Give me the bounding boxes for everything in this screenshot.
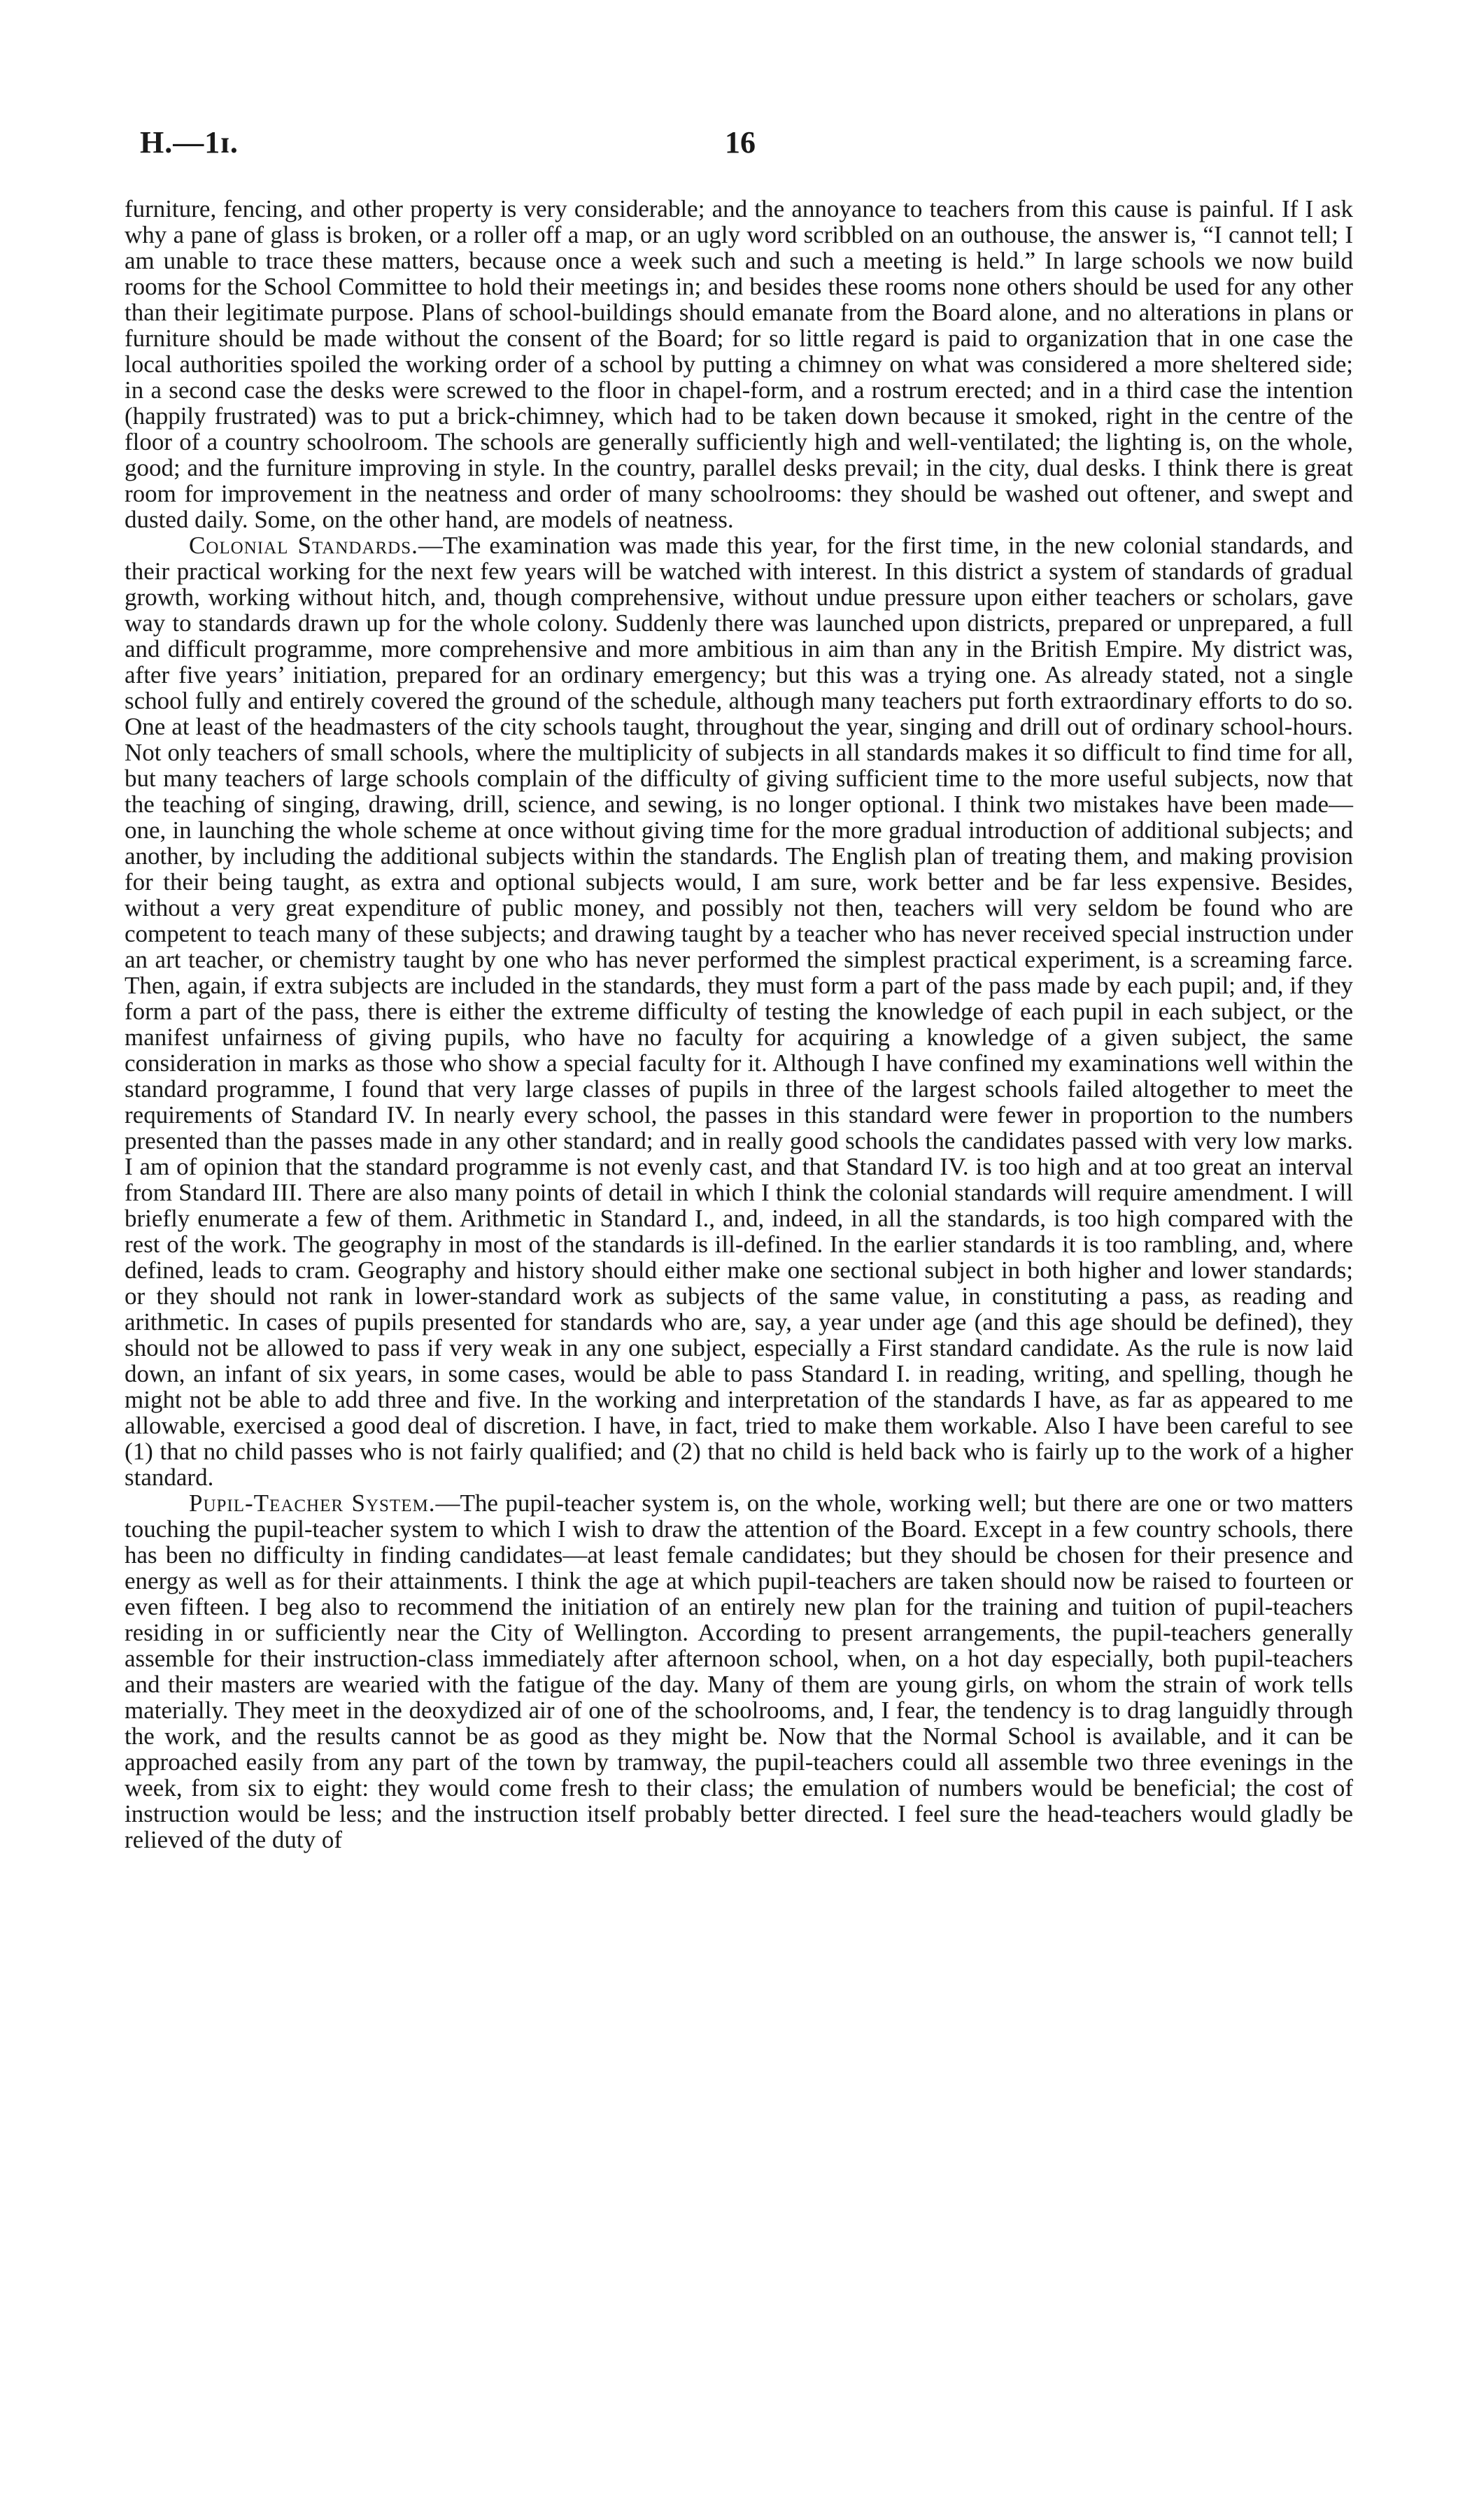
section-heading-pupil-teacher-system: Pupil-Teacher System. (189, 1489, 436, 1517)
paragraph-text: —The examination was made this year, for the first time, in the new colonial standards, and their practical working for the next few years will be watched with interest. In this district a system of standards of gradual growth, working without hitch, and, though comprehensive, without undue pressure upon either teachers or scholars, gave way to standards drawn up for the whole colony. Suddenly there was launched upon districts, prepared or unprepared, a full and difficult programme, more comprehensive and more ambitious in aim than any in the British Empire. My district was, after five years’ initiation, prepared for an ordinary emergency; but this was a trying one. As already stated, not a single school fully and entirely covered the ground of the schedule, although many teachers put forth extraordinary efforts to do so. One at least of the headmasters of the city schools taught, throughout the year, singing and drill out of ordinary school-hours. Not only teachers of small schools, where the multiplicity of subjects in all standards makes it so difficult to find time for all, but many teachers of large schools complain of the difficulty of giving sufficient time to the more useful subjects, now that the teaching of singing, drawing, drill, science, and sewing, is no longer optional. I think two mistakes have been made—one, in launching the whole scheme at once without giving time for the more gradual introduction of additional subjects; and another, by including the additional subjects within the standards. The English plan of treating them, and making provision for their being taught, as extra and optional subjects would, I am sure, work better and be far less expensive. Besides, without a very great expenditure of public money, and possibly not then, teachers will very seldom be found who are competent to teach many of these subjects; and drawing taught by a teacher who has never received special instruction under an art teacher, or chemistry taught by one who has never performed the simplest practical experiment, is a screaming farce. Then, again, if extra subjects are included in the standards, they must form a part of the pass made by each pupil; and, if they form a part of the pass, there is either the extreme difficulty of testing the knowledge of each pupil in each subject, or the manifest unfairness of giving pupils, who have no faculty for acquiring a knowledge of a given subject, the same consideration in marks as those who show a special faculty for it. Although I have confined my examinations well within the standard programme, I found that very large classes of pupils in three of the largest schools failed altogether to meet the requirements of Standard IV. In nearly every school, the passes in this standard were fewer in proportion to the numbers presented than the passes made in any other standard; and in really good schools the candidates passed with very low marks. I am of opinion that the standard programme is not evenly cast, and that Standard IV. is too high and at too great an interval from Standard III. There are also many points of detail in which I think the colonial standards will require amendment. I will briefly enumerate a few of them. Arithmetic in Standard I., and, indeed, in all the standards, is too high compared with the rest of the work. The geography in most of the standards is ill-defined. In the earlier standards it is too rambling, and, where defined, leads to cram. Geography and history should either make one sectional subject in both higher and lower standards; or they should not rank in lower-standard work as subjects of the same value, in constituting a pass, as reading and arithmetic. In cases of pupils presented for standards who are, say, a year under age (and this age should be defined), they should not be allowed to pass if very weak in any one subject, especially a First standard candidate. As the rule is now laid down, an infant of six years, in some cases, would be able to pass Standard I. in reading, writing, and spelling, though he might not be able to add three and five. In the working and interpretation of the standards I have, as far as appeared to me allowable, exercised a good deal of discretion. I have, in fact, tried to make them workable. Also I have been careful to see (1) that no child passes who is not fairly qualified; and (2) that no child is held back who is fairly up to the work of a higher standard. (125, 532, 1353, 1491)
paragraph-text: furniture, fencing, and other property is very considerable; and the annoyance to teachers from this cause is painful. If I ask why a pane of glass is broken, or a roller off a map, or an ugly word scribbled on an outhouse, the answer is, “I cannot tell; I am unable to trace these matters, because once a week such and such a meeting is held.” In large schools we now build rooms for the School Committee to hold their meetings in; and besides these rooms none others should be used for any other than their legitimate purpose. Plans of school-buildings should emanate from the Board alone, and no alterations in plans or furniture should be made without the consent of the Board; for so little regard is paid to organization that in one case the local authorities spoiled the working order of a school by putting a chimney on what was considered a more sheltered side; in a second case the desks were screwed to the floor in chapel-form, and a rostrum erected; and in a third case the intention (happily frustrated) was to put a brick-chimney, which had to be taken down because it smoked, right in the centre of the floor of a country schoolroom. The schools are generally sufficiently high and well-ventilated; the lighting is, on the whole, good; and the furniture improving in style. In the country, parallel desks prevail; in the city, dual desks. I think there is great room for improvement in the neatness and order of many schoolrooms: they should be washed out oftener, and swept and dusted daily. Some, on the other hand, are models of neatness. (125, 195, 1353, 533)
page-number: 16 (725, 125, 756, 160)
section-heading-colonial-standards: Colonial Standards. (189, 532, 418, 559)
paragraph-pupil-teacher-system (125, 1490, 1353, 1853)
paragraph-school-property (125, 196, 1353, 532)
paragraph-colonial-standards (125, 532, 1353, 1490)
report-body (125, 196, 1353, 1853)
report-reference: H.—1ɪ. (140, 125, 239, 160)
paragraph-text: —The pupil-teacher system is, on the whole, working well; but there are one or two matters touching the pupil-teacher system to which I wish to draw the attention of the Board. Except in a few country schools, there has been no difficulty in finding candidates—at least female candidates; but they should be chosen for their presence and energy as well as for their attainments. I think the age at which pupil-teachers are taken should now be raised to fourteen or even fifteen. I beg also to recommend the initiation of an entirely new plan for the training and tuition of pupil-teachers residing in or sufficiently near the City of Wellington. According to present arrangements, the pupil-teachers generally assemble for their instruction-class immediately after afternoon school, when, on a hot day especially, both pupil-teachers and their masters are wearied with the fatigue of the day. Many of them are young girls, on whom the strain of work tells materially. They meet in the deoxydized air of one of the schoolrooms, and, I fear, the tendency is to drag languidly through the work, and the results cannot be as good as they might be. Now that the Normal School is available, and it can be approached easily from any part of the town by tramway, the pupil-teachers could all assemble two three evenings in the week, from six to eight: they would come fresh to their class; the emulation of numbers would be beneficial; the cost of instruction would be less; and the instruction itself probably better directed. I feel sure the head-teachers would gladly be relieved of the duty of (125, 1489, 1353, 1853)
